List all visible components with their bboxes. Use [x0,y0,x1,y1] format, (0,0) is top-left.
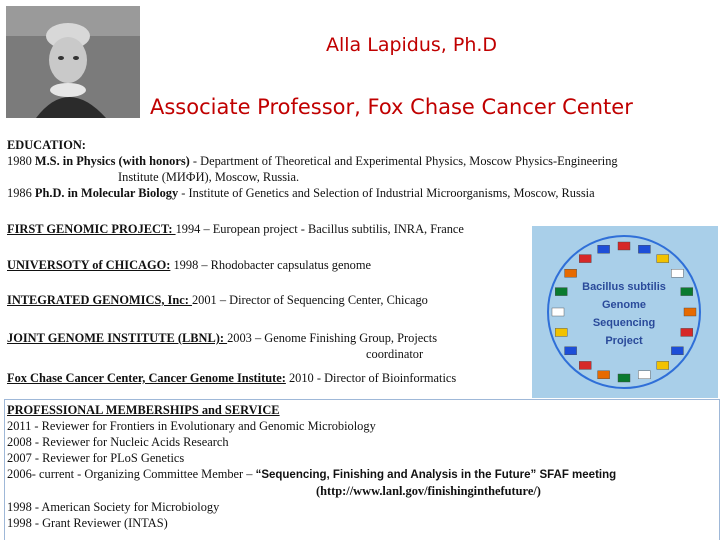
membership-item: 2006- current - Organizing Committee Member – “Sequencing, Finishing and Analysis in the Future” SFAF meeting [7,467,617,481]
graphic-line-2: Genome [601,299,647,311]
education-section [7,137,618,201]
career-item: JOINT GENOME INSTITUTE (LBNL): 2003 – Genome Finishing Group, Projects [7,331,438,345]
memberships-section [7,402,616,531]
flag-icon [681,328,693,336]
flag-icon [555,288,567,296]
flag-icon [638,245,650,253]
sfaf-url-link[interactable]: (http://www.lanl.gov/finishinginthefuture/) [316,484,541,498]
flag-icon [598,245,610,253]
membership-item: 1998 - Grant Reviewer (INTAS) [7,516,168,530]
career-item: UNIVERSOTY of CHICAGO: 1998 – Rhodobacter capsulatus genome [7,258,372,272]
memberships-heading: PROFESSIONAL MEMBERSHIPS and SERVICE [7,403,280,417]
career-item: FIRST GENOMIC PROJECT: 1994 – European project - Bacillus subtilis, INRA, France [7,222,464,236]
membership-item: 2008 - Reviewer for Nucleic Acids Research [7,435,229,449]
education-item: 1980 M.S. in Physics (with honors) - Department of Theoretical and Experimental Physics, Moscow Physics-Engineering [7,154,618,168]
membership-item: 2011 - Reviewer for Frontiers in Evolutionary and Genomic Microbiology [7,419,376,433]
portrait-photo [6,6,140,118]
flag-icon [552,308,564,316]
membership-item: 2007 - Reviewer for PLoS Genetics [7,451,185,465]
flag-icon [657,255,669,263]
person-name: Alla Lapidus, Ph.D [326,34,498,56]
flag-icon [657,361,669,369]
flag-icon [671,347,683,355]
education-heading: EDUCATION: [7,138,86,152]
flag-icon [579,361,591,369]
education-item-cont: Institute (МИФИ), Moscow, Russia. [118,170,300,184]
flag-icon [579,255,591,263]
flag-icon [671,269,683,277]
career-item: INTEGRATED GENOMICS, Inc: 2001 – Director of Sequencing Center, Chicago [7,293,428,307]
education-item: 1986 Ph.D. in Molecular Biology - Institute of Genetics and Selection of Industrial Microorganisms, Moscow, Russia [7,186,595,200]
graphic-line-4: Project [605,335,643,347]
flag-icon [618,374,630,382]
genome-project-graphic [532,226,718,398]
flag-icon [555,328,567,336]
flag-icon [565,347,577,355]
career-item-cont: coordinator [366,347,424,361]
membership-item: 1998 - American Society for Microbiology [7,500,220,514]
flag-icon [684,308,696,316]
position-title: Associate Professor, Fox Chase Cancer Center [150,95,633,119]
flag-icon [618,242,630,250]
flag-icon [681,288,693,296]
flag-icon [598,371,610,379]
graphic-line-3: Sequencing [592,317,656,329]
flag-icon [565,269,577,277]
career-item: Fox Chase Cancer Center, Cancer Genome Institute: 2010 - Director of Bioinformatics [7,371,457,385]
graphic-line-1: Bacillus subtilis [582,281,666,293]
flag-icon [638,371,650,379]
